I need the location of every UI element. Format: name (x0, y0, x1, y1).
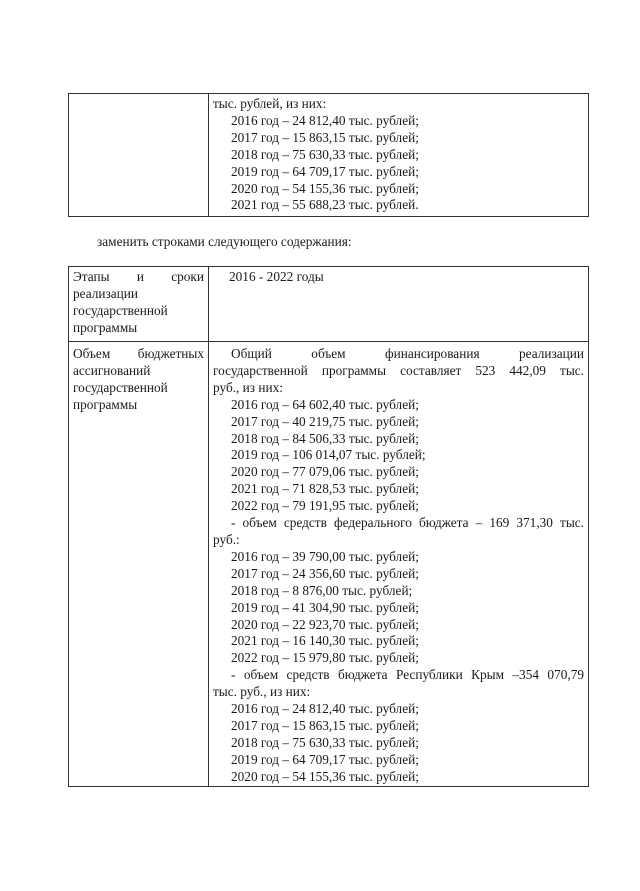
previous-table-fragment (68, 93, 589, 217)
crimea-year-line: 2019 год – 64 709,17 тыс. рублей; (231, 751, 419, 767)
budget-value-cell (209, 342, 589, 787)
crimea-year-line: 2018 год – 75 630,33 тыс. рублей; (231, 734, 419, 750)
crimea-year-line: 2016 год – 24 812,40 тыс. рублей; (231, 701, 419, 717)
budget-label-line: программы (73, 396, 138, 412)
previous-line: 2018 год – 75 630,33 тыс. рублей; (231, 146, 419, 162)
total-year-line: 2016 год – 64 602,40 тыс. рублей; (231, 396, 419, 412)
total-year-line: 2022 год – 79 191,95 тыс. рублей; (231, 498, 419, 514)
federal-year-line: 2022 год – 15 979,80 тыс. рублей; (231, 650, 419, 666)
previous-line: 2017 год – 15 863,15 тыс. рублей; (231, 129, 419, 145)
intro-line: руб., из них: (213, 379, 283, 395)
total-year-line: 2017 год – 40 219,75 тыс. рублей; (231, 413, 419, 429)
federal-line: руб.: (213, 531, 240, 547)
previous-line: 2020 год – 54 155,36 тыс. рублей; (231, 180, 419, 196)
previous-table-label-cell (69, 94, 209, 217)
federal-year-line: 2016 год – 39 790,00 тыс. рублей; (231, 548, 419, 564)
previous-table-row (69, 94, 589, 217)
crimea-line: тыс. руб., из них: (213, 684, 311, 700)
budget-row (69, 342, 589, 787)
total-year-line: 2021 год – 71 828,53 тыс. рублей; (231, 481, 419, 497)
stage-value: 2016 - 2022 годы (229, 269, 324, 284)
budget-label-line: ассигнований (73, 362, 151, 378)
federal-line: - объем средств федерального бюджета – 169 371,30 тыс. (231, 515, 584, 531)
previous-line: 2021 год – 55 688,23 тыс. рублей. (231, 197, 419, 213)
total-year-line: 2018 год – 84 506,33 тыс. рублей; (231, 430, 419, 446)
previous-line: 2019 год – 64 709,17 тыс. рублей; (231, 163, 419, 179)
crimea-line: - объем средств бюджета Республики Крым –354 070,79 (231, 667, 584, 683)
stage-label-line: государственной (73, 302, 168, 318)
replace-instruction-text: заменить строками следующего содержания: (97, 234, 352, 249)
total-year-line: 2019 год – 106 014,07 тыс. рублей; (231, 447, 426, 463)
stage-row (69, 267, 589, 342)
previous-line: тыс. рублей, из них: (213, 96, 327, 111)
total-year-line: 2020 год – 77 079,06 тыс. рублей; (231, 464, 419, 480)
stage-label-line: программы (73, 319, 138, 335)
federal-year-line: 2018 год – 8 876,00 тыс. рублей; (231, 582, 413, 598)
budget-label-cell (69, 342, 209, 787)
crimea-year-line: 2020 год – 54 155,36 тыс. рублей; (231, 768, 419, 784)
new-program-table (68, 266, 589, 787)
previous-table-value-cell (209, 94, 589, 217)
stage-label-line: реализации (73, 285, 138, 301)
stage-value-cell (209, 267, 589, 342)
budget-label-line: государственной (73, 379, 168, 395)
federal-year-line: 2019 год – 41 304,90 тыс. рублей; (231, 599, 419, 615)
federal-year-line: 2020 год – 22 923,70 тыс. рублей; (231, 616, 419, 632)
crimea-year-line: 2017 год – 15 863,15 тыс. рублей; (231, 717, 419, 733)
previous-line: 2016 год – 24 812,40 тыс. рублей; (231, 112, 419, 128)
stage-label-cell (69, 267, 209, 342)
intro-line: Общий объем финансирования реализации (231, 346, 584, 361)
stage-label-line: Этапы и сроки (73, 269, 204, 284)
budget-label-line: Объем бюджетных (73, 346, 204, 361)
federal-year-line: 2021 год – 16 140,30 тыс. рублей; (231, 633, 419, 649)
intro-line: государственной программы составляет 523 442,09 тыс. (213, 362, 584, 378)
federal-year-line: 2017 год – 24 356,60 тыс. рублей; (231, 565, 419, 581)
